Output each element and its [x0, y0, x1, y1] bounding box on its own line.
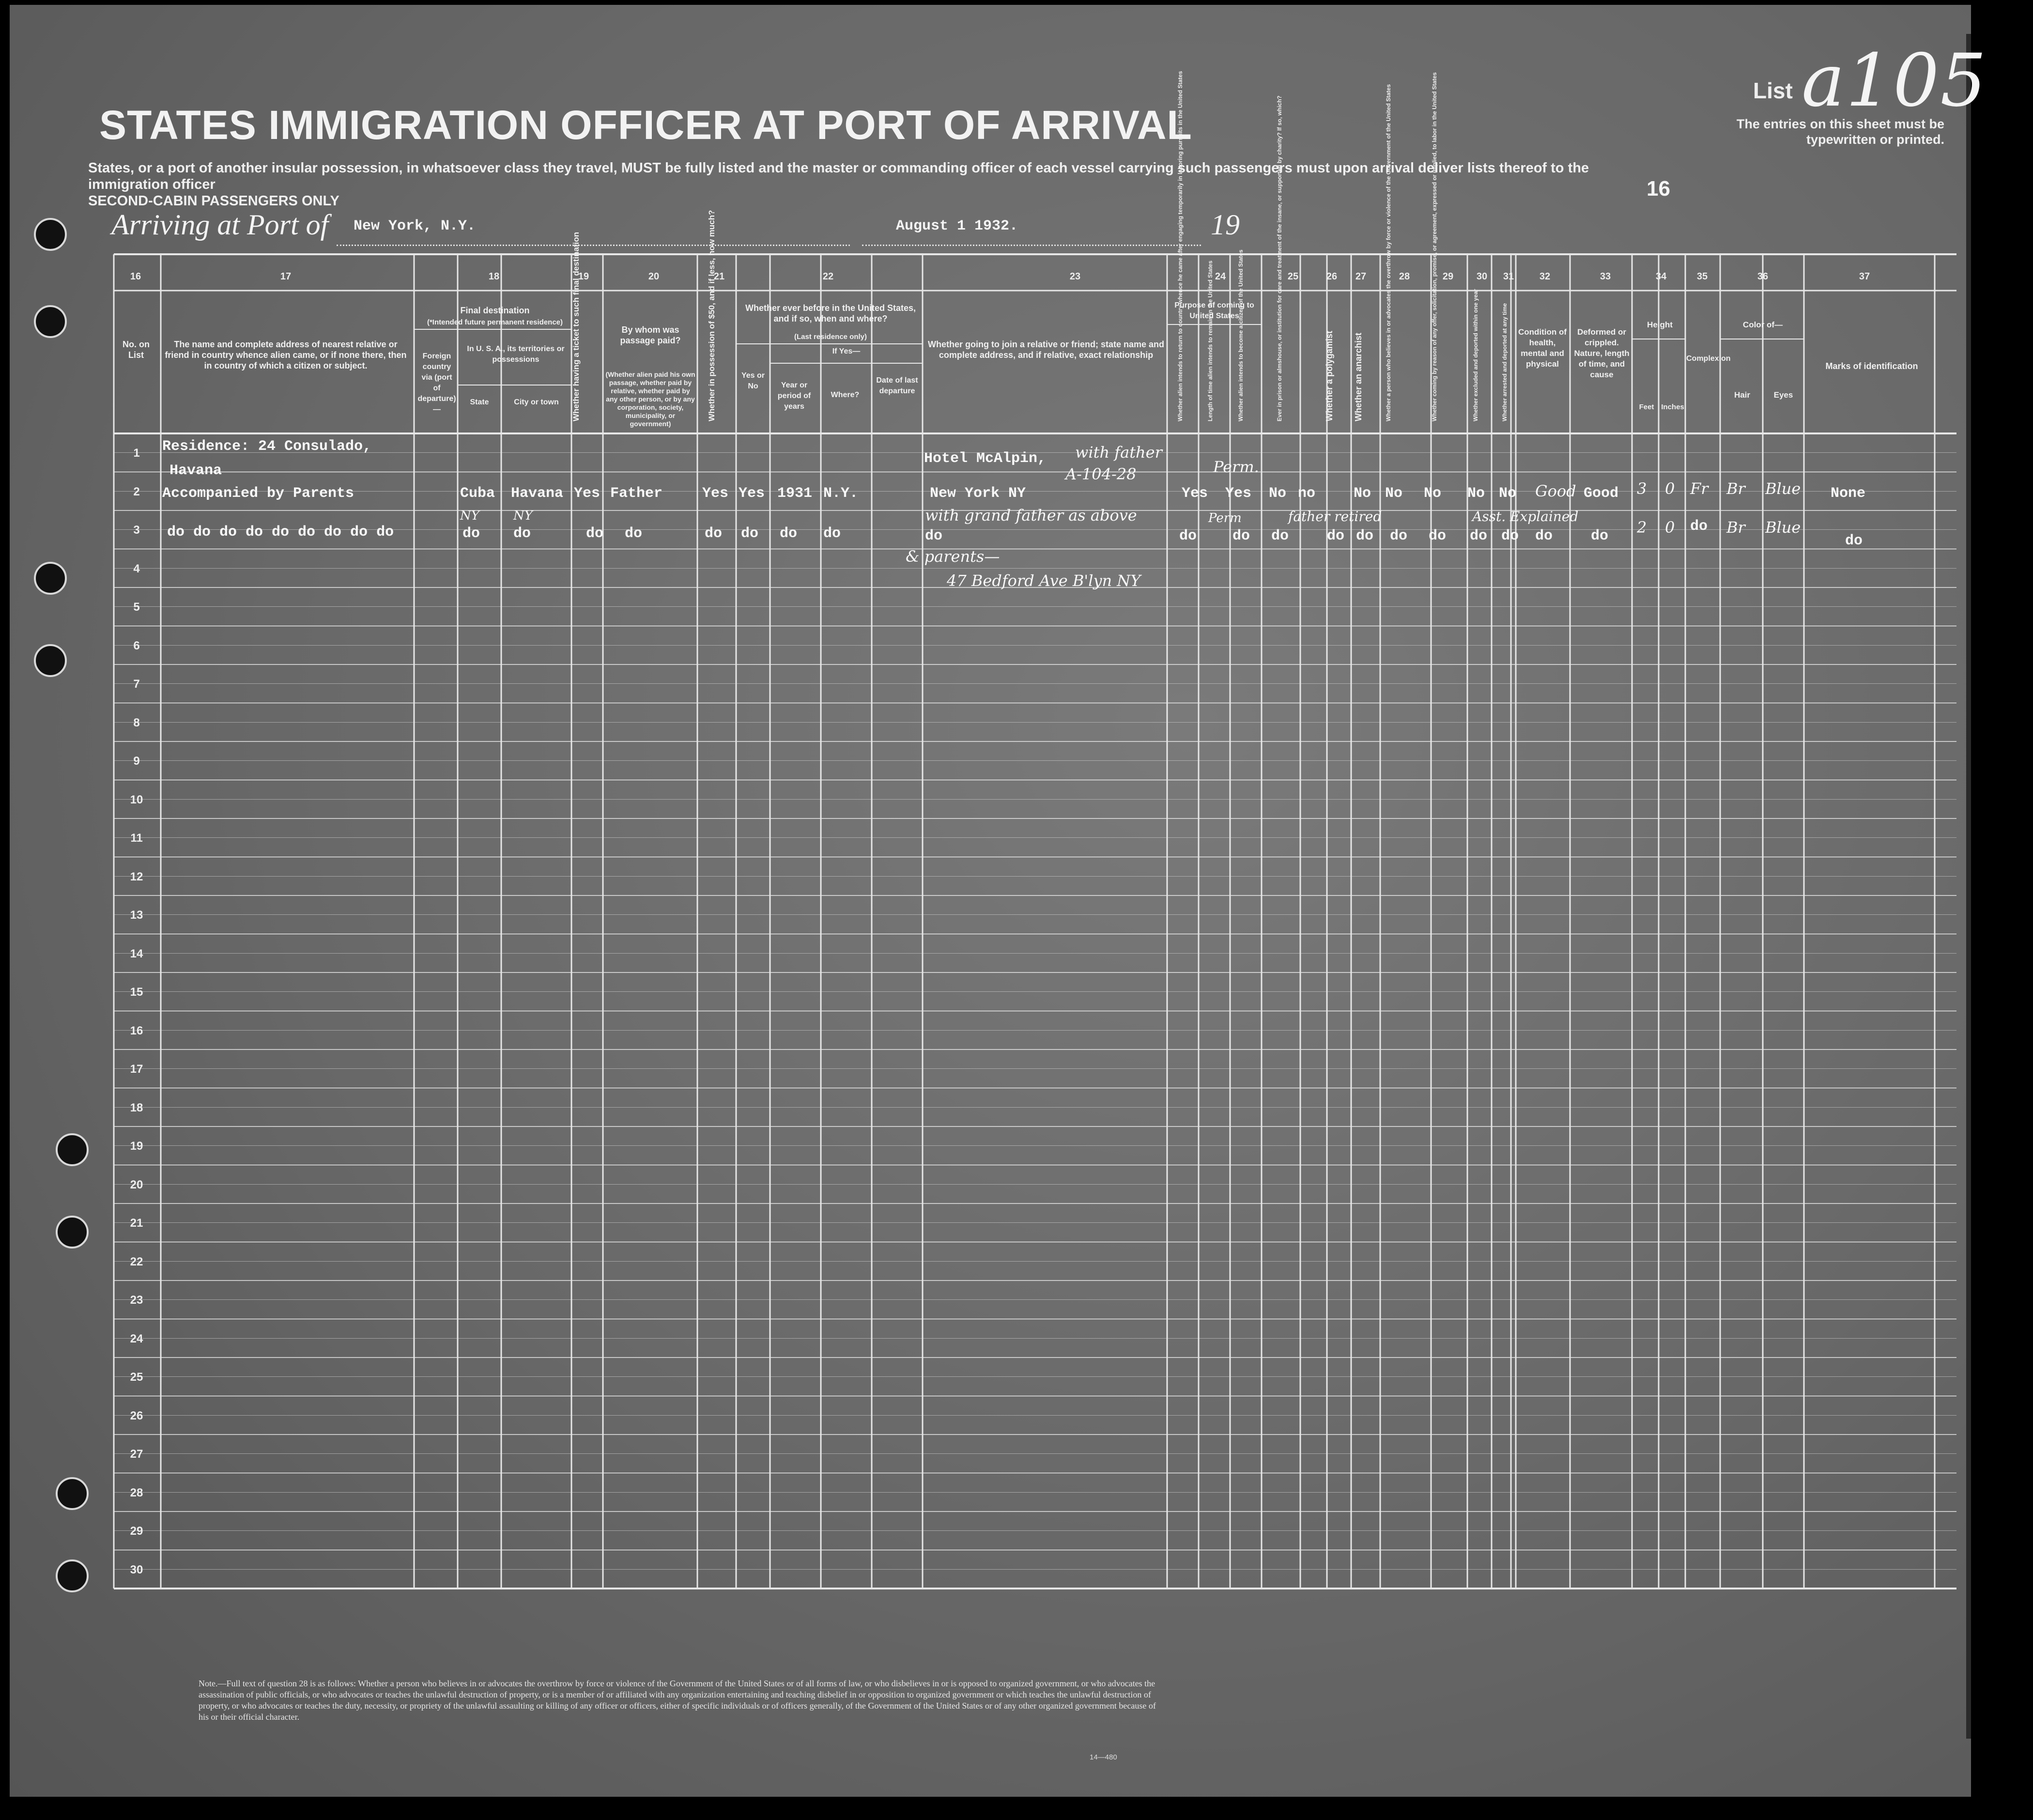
- header-yes-or-no: Yes or No: [741, 371, 765, 390]
- row-number: 21: [130, 1217, 143, 1230]
- row-number: 14: [130, 947, 143, 960]
- subtitle-line-1: States, or a port of another insular possession, in whatsoever class they travel, MUST be fully listed and the master or commanding officer of each vessel carrying such passengers must upon arrival deliver lists thereof to the immigration officer: [88, 160, 1589, 192]
- col-number-34: 34: [1655, 271, 1667, 282]
- header-passage-paid: By whom was passage paid?: [620, 325, 681, 345]
- header-if-yes: If Yes—: [832, 347, 861, 355]
- row-number: 15: [130, 986, 143, 999]
- date-value: August 1 1932.: [896, 218, 1018, 234]
- year-label: 19: [1211, 209, 1240, 241]
- row-number: 18: [130, 1101, 143, 1114]
- r2-where: do: [823, 525, 841, 542]
- header-date-departure: Date of last departure: [876, 376, 918, 395]
- header-ever-before: Whether ever before in the United States, and if so, when and where?: [745, 303, 916, 324]
- r1-purpose: Yes: [1182, 485, 1208, 502]
- header-excluded: Whether excluded and deported within one year: [1472, 289, 1479, 421]
- header-hair: Hair: [1734, 390, 1751, 400]
- r1-inches: 0: [1665, 479, 1675, 498]
- r2-overthrow: do: [1390, 528, 1408, 544]
- r2-polygamist: do: [1327, 528, 1345, 544]
- row-number: 11: [130, 832, 143, 845]
- header-purpose-citizen: Whether alien intends to become a citizen of the United States: [1237, 249, 1244, 421]
- r1-eyes: Blue: [1765, 479, 1801, 498]
- form-code: 14—480: [1090, 1753, 1117, 1761]
- r1-length: Perm.: [1213, 458, 1259, 476]
- col-number-29: 29: [1442, 271, 1454, 282]
- header-color: Color of—: [1742, 320, 1783, 329]
- r1-join-city: New York NY: [930, 485, 1026, 502]
- row-number: 30: [130, 1563, 143, 1576]
- r1-join-hand: with father: [1075, 443, 1162, 462]
- r2-arrested-hand: Asst. Explained: [1472, 509, 1579, 524]
- r2-complexion: do: [1690, 518, 1708, 535]
- r2-join-hand-3: 47 Bedford Ave B'lyn NY: [947, 571, 1141, 590]
- r1-residence-line1: Residence: 24 Consulado,: [162, 438, 372, 455]
- header-ticket: Whether having a ticket to such final destination: [571, 231, 581, 421]
- r2-city-hand: NY: [513, 509, 533, 523]
- r1-ticket: Yes: [574, 485, 601, 502]
- header-eyes: Eyes: [1773, 390, 1793, 400]
- r1-prison: No: [1269, 485, 1287, 502]
- r2-year: do: [780, 525, 798, 542]
- entries-note: The entries on this sheet must be typewritten or printed.: [1736, 117, 1944, 147]
- row-number: 26: [130, 1409, 143, 1422]
- row-number: 1: [133, 447, 140, 460]
- col-number-26: 26: [1326, 271, 1338, 282]
- manifest-sheet: [10, 5, 1987, 1797]
- r1-citizen: Yes: [1225, 485, 1252, 502]
- r2-overthrow-hand: father retired: [1288, 509, 1382, 524]
- r2-inches: 0: [1665, 518, 1675, 537]
- arriving-label: Arriving at Port of: [111, 209, 329, 241]
- col-number-28: 28: [1399, 271, 1410, 282]
- row-number: 29: [130, 1525, 143, 1538]
- r1-arrested: No: [1499, 485, 1517, 502]
- r1-city: Havana: [511, 485, 564, 502]
- col-number-36: 36: [1757, 271, 1769, 282]
- row-number: 25: [130, 1371, 143, 1384]
- r2-ticket: do: [586, 525, 604, 542]
- r1-deformed: Good: [1584, 485, 1619, 502]
- row-number: 10: [130, 793, 143, 806]
- header-feet: Feet: [1639, 403, 1654, 411]
- r1-overthrow: No: [1385, 485, 1403, 502]
- row-number: 17: [130, 1063, 143, 1076]
- header-purpose-return: Whether alien intends to return to country whence he came after engaging temporarily in laboring pursuits in the United States: [1177, 71, 1184, 421]
- r1-year: 1931: [777, 485, 813, 502]
- r2-feet: 2: [1637, 518, 1647, 537]
- r1-where: N.Y.: [823, 485, 859, 502]
- header-fifty-dollars: Whether in possession of $50, and if less, how much?: [707, 210, 716, 421]
- r1-fifty-dollars: Yes: [702, 485, 729, 502]
- col-number-35: 35: [1696, 271, 1708, 282]
- col-number-21: 21: [713, 271, 725, 282]
- row-number: 19: [130, 1140, 143, 1153]
- header-health: Condition of health, mental and physical: [1518, 327, 1567, 369]
- row-number: 4: [133, 562, 140, 575]
- header-ever-before-note: (Last residence only): [794, 333, 867, 341]
- r1-marks: None: [1831, 485, 1866, 502]
- r2-length: Perm: [1208, 511, 1242, 525]
- row-number: 6: [133, 639, 140, 652]
- header-marks: Marks of identification: [1825, 361, 1918, 371]
- row-number: 22: [130, 1255, 143, 1268]
- r2-ever-before: do: [741, 525, 759, 542]
- r1-health: Good: [1535, 482, 1576, 500]
- row-number: 28: [130, 1486, 143, 1499]
- col-number-37: 37: [1859, 271, 1870, 282]
- row-number: 5: [133, 601, 140, 614]
- row-number: 16: [130, 1024, 143, 1037]
- footer-note: Note.—Full text of question 28 is as follows: Whether a person who believes in or advocates the overthrow by force or violence of the Government of the United States or of all forms of law, or who disbelieves in or is opposed to organized government, or who advocates the assassination of public officials, or who advocates or teaches the unlawful destruction of property, or is a member of or affiliated with any organization entertaining and teaching disbelief in or opposition to organized government or which teaches the unlawful destruction of property, or who advocates or teaches the duty, necessity, or propriety of the unlawful assaulting or killing of any officer or officers, either of specific individuals or of officers generally, of the Government of the United States or of any other organized government because of his or their official character.: [199, 1679, 1156, 1722]
- row-number: 3: [133, 524, 140, 537]
- header-final-destination-note: (*Intended future permanent residence): [427, 318, 563, 326]
- r1-complexion: Fr: [1690, 479, 1709, 498]
- r1-anarchist: No: [1354, 485, 1371, 502]
- port-value: New York, N.Y.: [354, 218, 476, 234]
- r2-state-hand: NY: [460, 509, 479, 523]
- header-final-destination: Final destination: [460, 306, 530, 315]
- header-city: City or town: [514, 398, 559, 406]
- form-title: STATES IMMIGRATION OFFICER AT PORT OF ARRIVAL: [99, 102, 1192, 148]
- col-number-17: 17: [280, 271, 292, 282]
- row-number: 9: [133, 755, 140, 768]
- header-anarchist: Whether an anarchist: [1354, 332, 1363, 421]
- r1-feet: 3: [1637, 479, 1647, 498]
- sheet-number: 16: [1647, 177, 1670, 201]
- header-in-usa: In U. S. A., its territories or possessions: [467, 345, 565, 364]
- row-number: 20: [130, 1178, 143, 1191]
- r1-polygamist: no: [1298, 485, 1316, 502]
- r2-marks: do: [1845, 533, 1863, 549]
- header-polygamist: Whether a polygamist: [1325, 330, 1334, 421]
- col-number-18: 18: [488, 271, 500, 282]
- header-purpose-length: Length of time alien intends to remain in the United States: [1207, 260, 1214, 421]
- row-number: 24: [130, 1332, 143, 1345]
- header-where: Where?: [831, 391, 860, 399]
- manifest-grid: [10, 5, 1971, 1661]
- col-number-23: 23: [1069, 271, 1081, 282]
- header-prison: Ever in prison or almshouse, or institution for care and treatment of the insane, or supported by charity? If so, which?: [1276, 95, 1283, 421]
- r2-hair: Br: [1726, 518, 1745, 537]
- header-no-on-list: No. on List: [123, 339, 150, 360]
- list-number: a105: [1802, 39, 1987, 123]
- header-purpose: Purpose of coming to United States: [1174, 301, 1254, 320]
- r2-join-ditto: do: [925, 528, 943, 544]
- row-number: 7: [133, 678, 140, 691]
- row-number: 13: [130, 909, 143, 922]
- header-overthrow: Whether a person who believes in or advocates the overthrow by force or violence of the Government of the United States: [1385, 84, 1392, 421]
- col-number-30: 30: [1476, 271, 1488, 282]
- header-join-relative: Whether going to join a relative or friend; state name and complete address, and if relative, exact relationship: [927, 339, 1165, 360]
- r1-residence-line3: Accompanied by Parents: [162, 485, 354, 502]
- r1-join-address: Hotel McAlpin,: [924, 450, 1047, 467]
- r1-hair: Br: [1726, 479, 1745, 498]
- header-arrested: Whether arrested and deported at any time: [1501, 303, 1508, 421]
- r2-anarchist: do: [1356, 528, 1374, 544]
- r1-offer-labor: No: [1424, 485, 1442, 502]
- col-number-32: 32: [1539, 271, 1551, 282]
- r2-excluded: do: [1470, 528, 1488, 544]
- r2-state-ditto: do: [462, 525, 480, 542]
- r1-state: Cuba: [460, 485, 495, 502]
- header-year-or-period: Year or period of years: [777, 381, 811, 411]
- r1-passage-paid: Father: [610, 485, 663, 502]
- header-nearest-relative: The name and complete address of nearest relative or friend in country whence alien came, or if none there, then in country of which a citizen or subject.: [165, 339, 407, 370]
- col-number-31: 31: [1503, 271, 1514, 282]
- r2-citizen: do: [1232, 528, 1250, 544]
- r2-purpose: do: [1179, 528, 1197, 544]
- list-label: List: [1753, 78, 1793, 103]
- r2-arrested: do: [1501, 528, 1519, 544]
- header-state: State: [470, 398, 489, 406]
- r2-passage-paid: do: [625, 525, 643, 542]
- r2-prison: do: [1271, 528, 1289, 544]
- col-number-22: 22: [822, 271, 834, 282]
- header-height: Height: [1647, 320, 1673, 329]
- r2-join-hand-2: & parents—: [906, 547, 1000, 566]
- r2-eyes: Blue: [1765, 518, 1801, 537]
- row-number: 8: [133, 716, 140, 729]
- row-number: 2: [133, 485, 140, 498]
- r2-offer-labor: do: [1429, 528, 1447, 544]
- r2-deformed: do: [1591, 528, 1609, 544]
- header-foreign-country: Foreign country via (port of departure)—: [417, 352, 456, 414]
- row-number: 23: [130, 1294, 143, 1307]
- r2-fifty-dollars: do: [705, 525, 723, 542]
- header-inches: Inches: [1661, 403, 1684, 411]
- r1-join-hand-2: A-104-28: [1065, 465, 1137, 483]
- row-number: 12: [130, 870, 143, 883]
- subtitle-line-2: SECOND-CABIN PASSENGERS ONLY: [88, 193, 339, 209]
- header-complexion: Complexion: [1686, 355, 1731, 363]
- header-deformed: Deformed or crippled. Nature, length of time, and cause: [1574, 327, 1630, 379]
- r1-residence-line2: Havana: [169, 463, 222, 479]
- header-passage-paid-note: (Whether alien paid his own passage, whether paid by relative, whether paid by any other person, or by any corporation, society, municipality, or government): [605, 370, 695, 428]
- col-number-33: 33: [1600, 271, 1611, 282]
- r1-excluded: No: [1467, 485, 1485, 502]
- r2-health: do: [1535, 528, 1553, 544]
- r2-city-ditto: do: [513, 525, 531, 542]
- col-number-24: 24: [1215, 271, 1226, 282]
- row-number: 27: [130, 1448, 143, 1461]
- col-number-16: 16: [130, 271, 141, 282]
- r2-residence: do do do do do do do do do: [167, 524, 394, 540]
- col-number-19: 19: [578, 271, 589, 282]
- col-number-27: 27: [1355, 271, 1367, 282]
- col-number-20: 20: [648, 271, 660, 282]
- header-offer-labor: Whether coming by reason of any offer, solicitation, promise, or agreement, expressed or implied, to labor in the United States: [1431, 72, 1438, 421]
- r1-ever-before: Yes: [739, 485, 765, 502]
- r2-join-hand: with grand father as above: [925, 506, 1137, 524]
- col-number-25: 25: [1287, 271, 1299, 282]
